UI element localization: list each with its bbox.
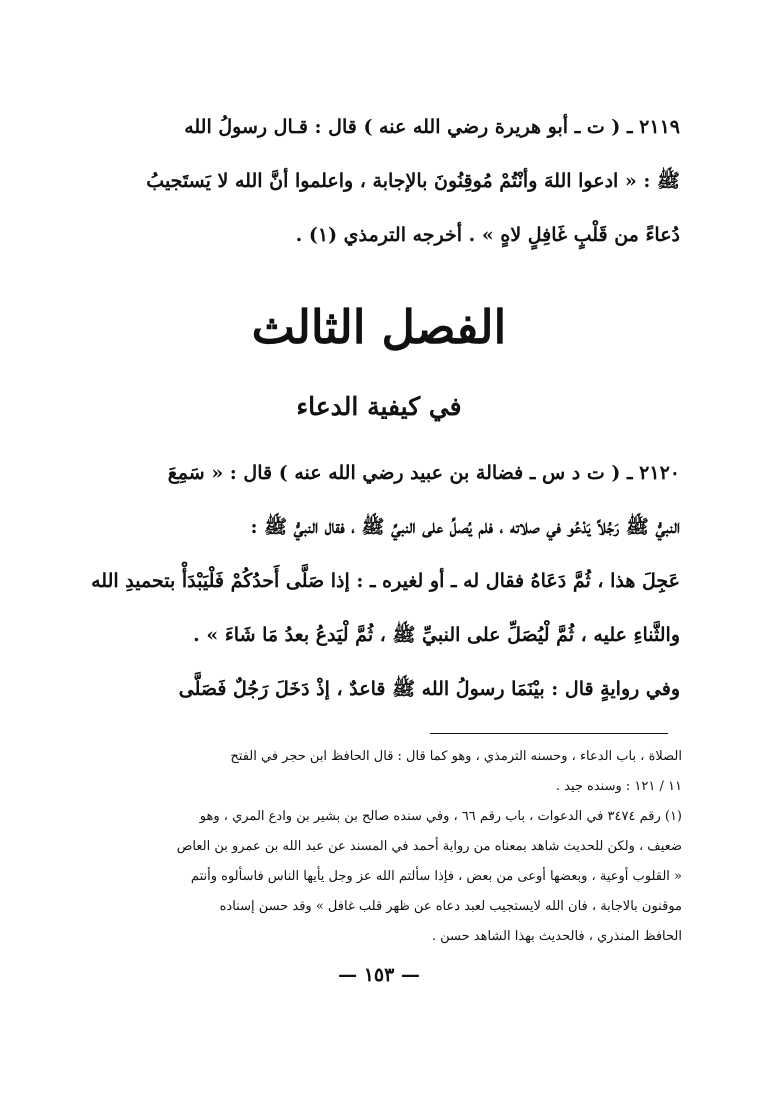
text-line: دُعاءً من قَلْبٍ غَافِلٍ لاهٍ » . أخرجه الترمذي (١) . [295, 224, 680, 246]
text-line: عَجِلَ هذا ، ثُمَّ دَعَاهُ فقال له ـ أو لغيره ـ : إذا صَلَّى أَحدُكُمْ فَلْيَبْدَأْ بتحميدِ الله [91, 570, 680, 592]
text-line: ٢١٢٠ ـ ( ت د س ـ فضالة بن عبيد رضي الله عنه ) قال : « سَمِعَ [167, 462, 680, 484]
text-line: ٢١١٩ ـ ( ت ـ أبو هريرة رضي الله عنه ) قال : قـال رسولُ الله [184, 116, 680, 138]
page-number: — ١٥٣ — [338, 964, 420, 986]
hadith-2119 [76, 100, 680, 262]
footnote-line: ١١ / ١٢١ : وسنده جيد . [555, 779, 682, 794]
footnote-divider [430, 733, 668, 734]
footnote-line: موقنون بالاجابة ، فان الله لايستجيب لعبد دعاه عن ظهر قلب غافل » وقد حسن إسناده [219, 899, 682, 914]
text-line: ﷺ : « ادعوا اللهَ وأنْتُمْ مُوقِنُونَ بالإجابة ، واعلموا أنَّ الله لا يَستَجيبُ [146, 170, 680, 192]
footnote-line: الصلاة ، باب الدعاء ، وحسنه الترمذي ، وهو كما قال : قال الحافظ ابن حجر في الفتح [230, 749, 682, 764]
chapter-subtitle: في كيفية الدعاء [296, 392, 462, 421]
text-line: وفي روايةٍ قال : بيْنَمَا رسولُ الله ﷺ قاعدٌ ، إذْ دَخَلَ رَجُلٌ فَصَلَّى [178, 678, 680, 700]
hadith-2120 [76, 446, 680, 716]
text-line: والثَّناءِ عليه ، ثُمَّ لْيُصَلِّ على النبيِّ ﷺ ، ثُمَّ لْيَدعُ بعدُ مَا شَاءَ » . [193, 624, 680, 646]
footnote-line: (١) رقم ٣٤٧٤ في الدعوات ، باب رقم ٦٦ ، وفي سنده صالح بن بشير بن وادع المري ، وهو [199, 809, 682, 824]
footnote-line: الحافظ المنذري ، فالحديث بهذا الشاهد حسن . [431, 929, 682, 944]
chapter-title: الفصل الثالث [251, 300, 507, 354]
footnote-line: « القلوب أوعية ، وبعضها أوعى من بعض ، فإذا سألتم الله عز وجل يأيها الناس فاسألوه وأنتم [190, 869, 682, 884]
footnote-line: ضعيف ، ولكن للحديث شاهد بمعناه من رواية أحمد في المسند عن عبد الله بن عمرو بن العاص [176, 839, 682, 854]
footnotes [76, 742, 682, 952]
text-line: النبيُّ ﷺ رَجُلاً يَدْعُو في صلاته ، فلم يُصلِّ على النبيِّ ﷺ ، فقال النبيُّ ﷺ : [250, 516, 680, 538]
